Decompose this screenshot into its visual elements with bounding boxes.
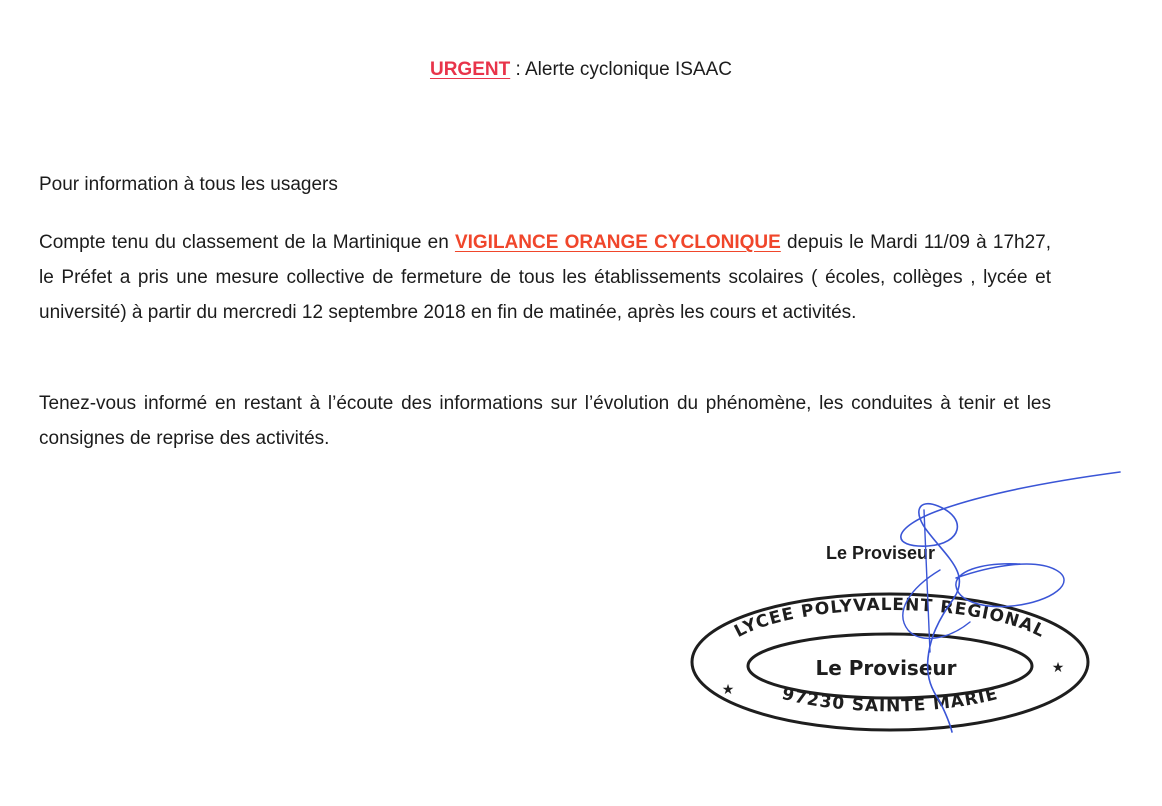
vigilance-highlight: VIGILANCE ORANGE CYCLONIQUE [454, 232, 781, 253]
paragraph-stay-informed: Tenez-vous informé en restant à l’écoute des informations sur l’évolution du phénomène, les conduites à tenir et les consignes de reprise des activités. [39, 393, 1051, 449]
stamp-bottom-text: 97230 SAINTE MARIE [779, 683, 1001, 717]
stamp-top-text: LYCEE POLYVALENT REGIONAL [731, 594, 1049, 642]
signature-title: Le Proviseur [826, 543, 936, 563]
paragraph-text-start: Compte tenu du classement de la Martinique en [39, 232, 455, 253]
urgent-label: URGENT [429, 59, 511, 80]
title-text: : Alerte cyclonique ISAAC [510, 59, 732, 80]
paragraph-closure-notice [39, 225, 1051, 330]
paragraph-text-end: depuis le Mardi 11/09 à 17h27, le Préfet a pris une mesure collective de fermeture de tous les établissements scolaires ( écoles, collèges , lycée et université) à partir du mercredi 12 septembre 2018 en fin de matinée, après les cours et activités. [39, 232, 1052, 323]
salutation: Pour information à tous les usagers [39, 174, 338, 195]
stamp-star-left-icon: ★ [721, 682, 735, 698]
stamp-center-text: Le Proviseur [815, 656, 957, 680]
handwritten-signature [820, 462, 1130, 742]
document-title [0, 56, 1162, 84]
stamp-star-right-icon: ★ [1051, 660, 1065, 676]
